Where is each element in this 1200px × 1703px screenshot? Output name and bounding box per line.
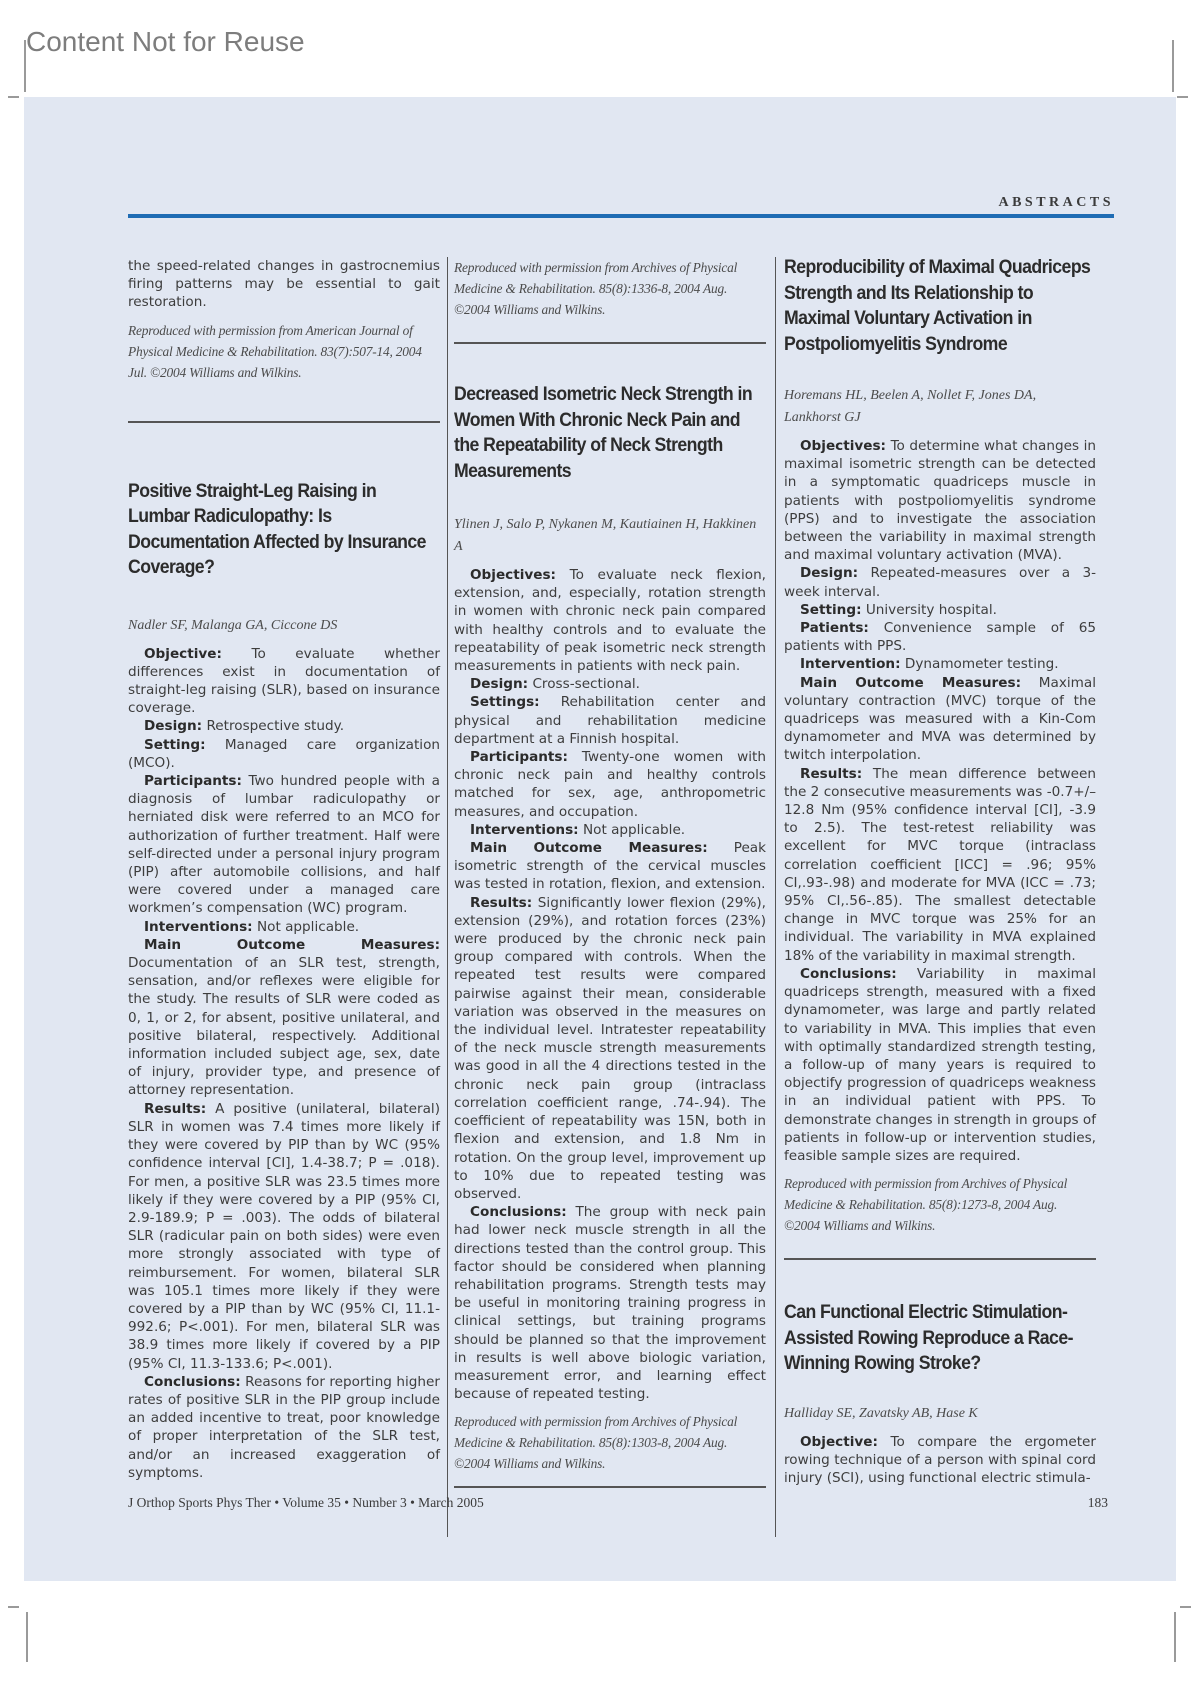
section-label: Settings: <box>470 694 540 711</box>
abstract-section: Conclusions: Reasons for reporting higher rates of positive SLR in the PIP group include an added incentive to treat, poor knowledge of proper interpretation of the SLR test, and/or an increased exaggeration of symptoms. <box>128 1373 440 1481</box>
section-label: Interventions: <box>470 821 579 838</box>
crop-mark <box>8 96 19 98</box>
abstract-section: Intervention: Dynamometer testing. <box>800 656 1059 673</box>
article-title: Can Functional Electric Stimulation-Assisted Rowing Reproduce a Race-Winning Rowing Stroke? <box>784 1302 1073 1375</box>
article-title: Reproducibility of Maximal Quadriceps Strength and Its Relationship to Maximal Voluntary Activation in Postpoliomyelitis Syndrome <box>784 257 1091 355</box>
abstract-section: Design: Retrospective study. <box>144 718 345 735</box>
section-label: Intervention: <box>800 656 901 673</box>
section-label: Main Outcome Measures: <box>800 674 1022 691</box>
reprint-credit: Reproduced with permission from Archives of Physical Medicine & Rehabilitation. 85(8):1273-8, 2004 Aug. ©2004 Williams and Wilkins. <box>784 1176 1068 1234</box>
section-label: Conclusions: <box>470 1204 567 1221</box>
section-label: Objectives: <box>470 567 556 583</box>
article-title: Decreased Isometric Neck Strength in Women With Chronic Neck Pain and the Repeatability of Neck Strength Measurements <box>454 384 753 482</box>
abstract-body <box>784 1433 1096 1488</box>
abstract-section: Main Outcome Measures: Peak isometric strength of the cervical muscles was tested in rotation, flexion, and extension. <box>454 840 767 893</box>
column-2 <box>454 257 766 1488</box>
abstract-section: Participants: Twenty-one women with chronic neck pain and healthy controls matched for sex, age, anthropometric measures, and occupation. <box>454 749 766 820</box>
section-label: Setting: <box>144 736 206 753</box>
watermark: Content Not for Reuse <box>26 26 305 57</box>
crop-mark <box>1180 1606 1191 1608</box>
column-3 <box>784 257 1096 1487</box>
crop-mark <box>1172 40 1174 92</box>
abstract-section: Results: The mean difference between the 2 consecutive measurements was -0.7+/– 12.8 Nm (95% confidence interval [CI], -3.9 to 2.5). The test-retest reliability was excellent for MVC torque (intraclass correlation coefficient [ICC] = .96; 95% CI,.93-.98) and moderate for MVA (ICC = .73; 95% CI,.56-.85). The smallest detectable change in MVC torque was 25% for an individual. The variability in MVA explained 18% of the variability in maximal strength. <box>784 765 1096 964</box>
abstract-section: Design: Repeated-measures over a 3-week interval. <box>784 565 1097 600</box>
abstract-section: Results: A positive (unilateral, bilateral) SLR in women was 7.4 times more likely if they were covered by PIP than by WC (95% confidence interval [CI], 1.4-38.7; P = .018). For men, a positive SLR was 23.5 times more likely if they were covered by a PIP (95% CI, 2.9-189.9; P = .003). The odds of bilateral SLR (radicular pain on both sides) were even more strongly associated with type of reimbursement. For women, bilateral SLR was 105.1 times more likely if they were covered by a PIP than by WC (95% CI, 11.1-992.6; P<.001). For men, bilateral SLR was 38.9 times more likely if covered by a PIP (95% CI, 11.3-133.6; P<.001). <box>128 1100 441 1372</box>
abstract-section: Objectives: To evaluate neck flexion, extension, and, especially, rotation strength in women with chronic neck pain compared with healthy controls and to evaluate the repeatability of peak isometric neck strength measurements in patients with neck pain. <box>454 567 767 675</box>
abstract-section: Objectives: To determine what changes in maximal isometric strength can be detected in a symptomatic quadriceps muscle in patients with postpoliomyelitis syndrome (PPS) and to investigate the association between the variability in maximal strength and maximal voluntary activation (MVA). <box>784 438 1096 564</box>
section-label: Setting: <box>800 601 862 618</box>
reprint-credit: Reproduced with permission from American Journal of Physical Medicine & Rehabilitation. 83(7):507-14, 2004 Jul. ©2004 Williams and Wilkins. <box>128 322 422 380</box>
column-divider <box>447 257 448 1537</box>
crop-mark <box>1174 1612 1176 1662</box>
article-title: Positive Straight-Leg Raising in Lumbar Radiculopathy: Is Documentation Affected by Insurance Coverage? <box>128 480 426 579</box>
abstract-section: Main Outcome Measures: Maximal voluntary contraction (MVC) torque of the quadriceps was measured with a Kin-Com dynamometer and MVA was determined by twitch interpolation. <box>784 674 1096 764</box>
section-label: Interventions: <box>144 918 253 935</box>
section-label: Patients: <box>800 620 869 637</box>
article-authors: Ylinen J, Salo P, Nykanen M, Kautiainen H, Hakkinen A <box>454 517 757 554</box>
section-label: Conclusions: <box>144 1373 241 1390</box>
section-label: Objective: <box>800 1433 878 1450</box>
abstract-section: Conclusions: Variability in maximal quadriceps strength, measured with a fixed dynamometer, was large and partly related to variability in MVA. This implies that even with optimally standardized strength testing, a follow-up of many years is required to objectify progression of quadriceps weakness in an individual patient with PPS. To demonstrate changes in strength in groups of patients in follow-up or intervention studies, feasible sample sizes are required. <box>784 965 1096 1164</box>
abstract-section: Objective: To evaluate whether differences exist in documentation of straight-leg raising (SLR), based on insurance coverage. <box>128 645 440 717</box>
abstract-section: Design: Cross-sectional. <box>470 676 640 693</box>
column-1 <box>128 257 440 1482</box>
header-rule <box>128 214 1114 218</box>
article-authors: Halliday SE, Zavatsky AB, Hase K <box>784 1405 978 1421</box>
abstract-body <box>454 566 766 1403</box>
reprint-credit: Reproduced with permission from Archives of Physical Medicine & Rehabilitation. 85(8):1336-8, 2004 Aug. ©2004 Williams and Wilkins. <box>454 260 738 317</box>
reprint-credit: Reproduced with permission from Archives of Physical Medicine & Rehabilitation. 85(8):1303-8, 2004 Aug. ©2004 Williams and Wilkins. <box>454 1414 738 1472</box>
section-label: Participants: <box>144 773 242 790</box>
article-authors: Nadler SF, Malanga GA, Ciccone DS <box>128 617 338 633</box>
section-label: Main Outcome Measures: <box>144 936 440 953</box>
crop-mark <box>1177 96 1188 98</box>
section-label: Design: <box>470 676 529 693</box>
abstract-section: Patients: Convenience sample of 65 patients with PPS. <box>784 620 1097 655</box>
section-label: Design: <box>144 718 203 735</box>
abstract-section: Main Outcome Measures: Documentation of an SLR test, strength, sensation, and/or reflexes were eligible for the study. The results of SLR were coded as 0, 1, or 2, for absent, positive unilateral, and positive bilateral, respectively. Additional information included subject age, sex, date of injury, provider type, and presence of attorney representation. <box>128 936 440 1099</box>
abstract-section: Setting: Managed care organization (MCO). <box>128 736 440 771</box>
abstract-section: Setting: University hospital. <box>800 601 997 618</box>
section-label: Results: <box>144 1100 207 1117</box>
section-label: ABSTRACTS <box>998 195 1114 210</box>
journal-page <box>24 97 1176 1581</box>
abstract-body <box>784 437 1096 1165</box>
abstract-section: Objective: To compare the ergometer rowing technique of a person with spinal cord injury (SCI), using functional electric stimula- <box>784 1433 1096 1487</box>
section-label: Main Outcome Measures: <box>470 840 708 857</box>
section-label: Objectives: <box>800 438 886 454</box>
continued-text: the speed-related changes in gastrocnemius firing patterns may be essential to gait restoration. <box>128 258 440 311</box>
page-number: 183 <box>1087 1495 1108 1510</box>
crop-mark <box>26 1612 28 1662</box>
section-label: Conclusions: <box>800 965 897 982</box>
abstract-section: Interventions: Not applicable. <box>470 821 686 838</box>
column-divider <box>775 257 776 1537</box>
abstract-section: Results: Significantly lower flexion (29%), extension (29%), and rotation forces (23%) were produced by the chronic neck pain group compared with controls. When the repeated test results were compared pairwise against their mean, considerable variation was observed in the measures on the individual level. Intratester repeatability of the neck muscle strength measurements was good in all the 4 directions tested in the chronic neck pain group (intraclass correlation coefficient range, .74-.94). The coefficient of repeatability was 15N, both in flexion and extension, and 1.8 Nm in rotation. On the group level, improvement up to 10% due to repeated testing was observed. <box>454 894 766 1202</box>
abstract-section: Settings: Rehabilitation center and physical and rehabilitation medicine department at a Finnish hospital. <box>454 694 766 747</box>
abstract-section: Interventions: Not applicable. <box>144 918 360 935</box>
article-separator <box>454 1486 766 1488</box>
abstract-section: Participants: Two hundred people with a diagnosis of lumbar radiculopathy or herniated disk were referred to an MCO for authorization of further treatment. Half were self-directed under a personal injury program (PIP) after automobile collisions, and half were covered under a managed care workmen’s compensation (WC) program. <box>128 773 440 917</box>
abstract-section: Conclusions: The group with neck pain had lower neck muscle strength in all the directions tested than the control group. This factor should be considered when planning rehabilitation programs. Strength tests may be useful in monitoring training progress in clinical settings, but training programs should be planned so that the improvement in results is well above biologic variation, measurement error, and learning effect because of repeated testing. <box>454 1204 766 1403</box>
crop-mark <box>8 1606 19 1608</box>
section-label: Design: <box>800 565 859 582</box>
crop-mark <box>24 40 26 92</box>
section-label: Objective: <box>144 645 222 662</box>
section-label: Results: <box>800 765 863 782</box>
journal-citation: J Orthop Sports Phys Ther • Volume 35 • Number 3 • March 2005 <box>128 1495 484 1510</box>
article-authors: Horemans HL, Beelen A, Nollet F, Jones DA, Lankhorst GJ <box>784 388 1037 425</box>
section-label: Participants: <box>470 749 568 766</box>
abstract-body <box>128 645 440 1482</box>
section-label: Results: <box>470 894 533 911</box>
